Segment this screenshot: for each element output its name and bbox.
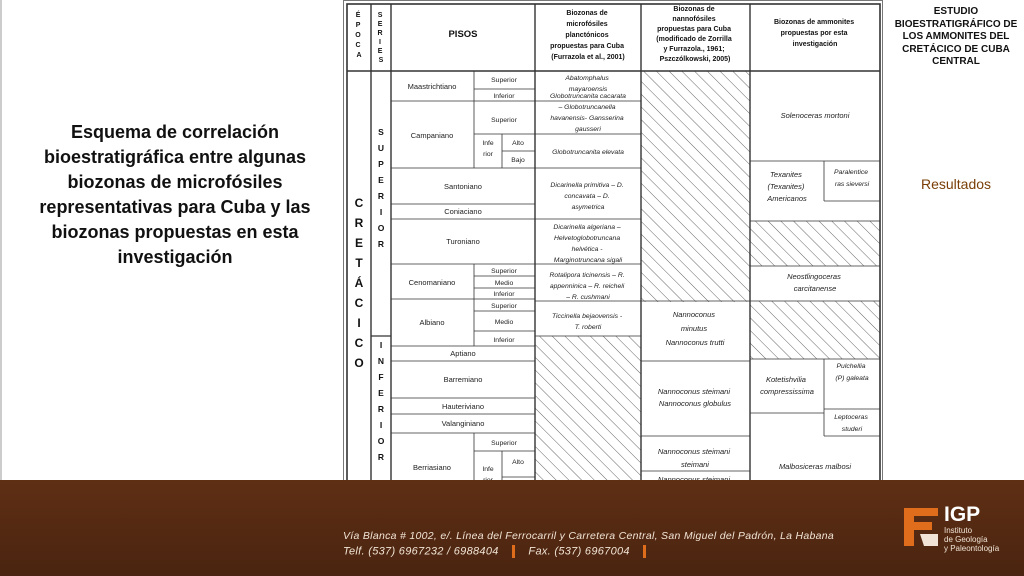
- ammo-zone-1: Solenoceras mortoni: [780, 111, 850, 120]
- stage-maastrichtiano: Maastrichtiano: [407, 82, 457, 91]
- stage-albiano: Albiano: [419, 318, 445, 327]
- ammo-zone-2: Texanites (Texanites) Americanos: [767, 170, 807, 203]
- svg-text:E: E: [378, 388, 384, 398]
- stage-barremiano: Barremiano: [443, 375, 483, 384]
- footer-fax: Fax. (537) 6967004: [528, 545, 630, 558]
- svg-text:R: R: [377, 452, 385, 462]
- ammo-zone-6: Pulchellia (P) galeata: [835, 363, 869, 382]
- svg-text:I: I: [379, 420, 383, 430]
- correlation-table: [343, 0, 883, 506]
- nanno-zone-1: Nannoconus minutus Nannoconus trutti: [665, 310, 725, 347]
- series-inferior-label: [378, 340, 385, 462]
- series-superior-label: [378, 127, 385, 249]
- igp-logo: [902, 503, 1022, 553]
- svg-text:Superior: Superior: [491, 77, 517, 84]
- svg-text:O: O: [377, 223, 385, 233]
- logo-name-3: y Paleontología: [944, 544, 1000, 553]
- svg-text:Medio: Medio: [494, 319, 514, 326]
- header-microfossils: Biozonas de microfósiles planctónicos propuestas para Cuba (Furrazola et al., 2001): [550, 10, 625, 61]
- svg-text:E: E: [354, 236, 364, 250]
- igp-logo-text: [944, 504, 1022, 553]
- section-label: Resultados: [920, 176, 992, 192]
- micro-zone-3: – Globotruncanella havanensis- Gansserina gausseri: [550, 104, 624, 133]
- header-pisos: PISOS: [448, 29, 478, 40]
- micro-zone-4: Globotruncanita elevata: [552, 149, 624, 156]
- hatch-ammo-2: [750, 301, 880, 359]
- nanno-zone-2: Nannoconus steimani Nannoconus globulus: [657, 387, 732, 408]
- svg-text:Infe: Infe: [482, 466, 494, 473]
- svg-text:Inferior: Inferior: [493, 337, 515, 344]
- ammo-zone-5: Kotetishvilia compressissima: [760, 375, 814, 396]
- hatch-ammo-1: [750, 221, 880, 266]
- hatch-nanno-upper: [641, 71, 750, 302]
- stage-berriasiano: Berriasiano: [413, 463, 451, 472]
- stage-campaniano: Campaniano: [410, 131, 454, 140]
- stage-santoniano: Santoniano: [444, 182, 482, 191]
- ammonite-zones: [760, 111, 870, 471]
- micro-zone-7: Rotalipora ticinensis – R. appenninica – R. reicheli – R. cushmani: [549, 272, 625, 301]
- epoch-label: [354, 196, 363, 370]
- correlation-table-svg: [344, 1, 884, 507]
- micro-zone-6: Dicarinella algeriana – Helvetoglobotruncana helvética - Marginotruncana sigali: [553, 224, 623, 264]
- svg-text:I: I: [379, 207, 383, 217]
- micro-zone-1: Abatomphalus mayaroensis: [565, 75, 609, 93]
- header-epoca: É P O C A: [355, 12, 362, 59]
- microfossil-zones: [549, 75, 626, 331]
- svg-text:Inferior: Inferior: [493, 291, 515, 298]
- svg-text:R: R: [377, 191, 385, 201]
- svg-text:I: I: [357, 316, 361, 330]
- svg-text:Superior: Superior: [491, 303, 517, 310]
- micro-zone-8: Ticcinella bejaovensis - T. roberti: [551, 313, 623, 331]
- svg-text:Alto: Alto: [512, 140, 524, 147]
- svg-text:C: C: [354, 196, 364, 210]
- ammo-zone-8: Malbosiceras malbosi: [778, 462, 852, 471]
- table-header: [355, 6, 856, 64]
- svg-text:Medio: Medio: [494, 280, 514, 287]
- svg-text:S: S: [378, 127, 384, 137]
- svg-text:C: C: [354, 296, 364, 310]
- ammo-zone-4: Neostlingoceras carcitanense: [787, 272, 841, 293]
- left-border: [0, 0, 2, 480]
- svg-text:Infe: Infe: [482, 140, 494, 147]
- svg-text:Alto: Alto: [512, 459, 524, 466]
- hatch-micro-lower: [535, 336, 641, 501]
- footer: [0, 480, 1024, 576]
- nanno-zone-3: Nannoconus steimani steimani: [657, 447, 731, 469]
- footer-address: Vía Blanca # 1002, e/. Línea del Ferrocarril y Carretera Central, San Miguel del Padrón, La Habana: [343, 530, 835, 542]
- stage-valanginiano: Valanginiano: [441, 419, 485, 428]
- footer-phone: Telf. (537) 6967232 / 6988404: [343, 545, 499, 558]
- svg-text:P: P: [378, 159, 384, 169]
- igp-logo-mark: [902, 506, 940, 548]
- svg-text:rior: rior: [483, 151, 493, 158]
- svg-text:C: C: [354, 336, 364, 350]
- logo-name-2: de Geología: [944, 535, 988, 544]
- header-nannofossils: Biozonas de nannofósiles propuestas para Cuba (modificado de Zorrilla y Furrazola., 1961; Pszczólkowski, 2005): [656, 6, 732, 63]
- footer-separator: [512, 545, 515, 558]
- slide-heading: Esquema de correlación bioestratigráfica entre algunas biozonas de microfósiles representativas para Cuba y las biozonas propuestas en esta investigación: [39, 122, 311, 267]
- svg-text:R: R: [377, 239, 385, 249]
- svg-text:I: I: [379, 340, 383, 350]
- ammo-zone-7: Leptoceras studeri: [834, 414, 868, 433]
- svg-text:Inferior: Inferior: [493, 93, 515, 100]
- stage-hauteriviano: Hauteriviano: [441, 402, 485, 411]
- stage-labels: [408, 82, 485, 472]
- stage-cenomaniano: Cenomaniano: [408, 278, 456, 287]
- svg-text:N: N: [377, 356, 385, 366]
- footer-separator-end: [643, 545, 646, 558]
- svg-text:E: E: [378, 175, 384, 185]
- logo-name-1: Instituto: [944, 526, 973, 535]
- micro-zone-2: Globotruncanita cacarata: [550, 93, 626, 100]
- logo-abbr: IGP: [944, 503, 981, 526]
- svg-text:Superior: Superior: [491, 268, 517, 275]
- stage-coniaciano: Coniaciano: [444, 207, 482, 216]
- svg-text:Á: Á: [354, 276, 364, 290]
- presentation-title: ESTUDIO BIOESTRATIGRÁFICO DE LOS AMMONITES DEL CRETÁCICO DE CUBA CENTRAL: [894, 6, 1018, 67]
- svg-text:Superior: Superior: [491, 117, 517, 124]
- svg-text:F: F: [378, 372, 384, 382]
- svg-text:O: O: [354, 356, 364, 370]
- footer-contact: [343, 545, 656, 558]
- svg-text:R: R: [354, 216, 364, 230]
- svg-text:R: R: [377, 404, 385, 414]
- header-series: S E R I E S: [377, 12, 384, 64]
- svg-text:Bajo: Bajo: [511, 157, 525, 164]
- stage-turoniano: Turoniano: [446, 237, 480, 246]
- nannofossil-zones: [658, 310, 732, 496]
- svg-text:O: O: [377, 436, 385, 446]
- stage-aptiano: Aptiano: [450, 349, 476, 358]
- svg-text:U: U: [377, 143, 385, 153]
- ammo-zone-3: Paralentice ras sieversi: [834, 169, 870, 188]
- svg-text:T: T: [355, 256, 363, 270]
- svg-text:Superior: Superior: [491, 440, 517, 447]
- header-ammonites: Biozonas de ammonites propuestas por esta investigación: [773, 19, 855, 48]
- substage-labels: [482, 77, 525, 491]
- micro-zone-5: Dicarinella primitiva – D. concavata – D. asymetrica: [550, 182, 624, 211]
